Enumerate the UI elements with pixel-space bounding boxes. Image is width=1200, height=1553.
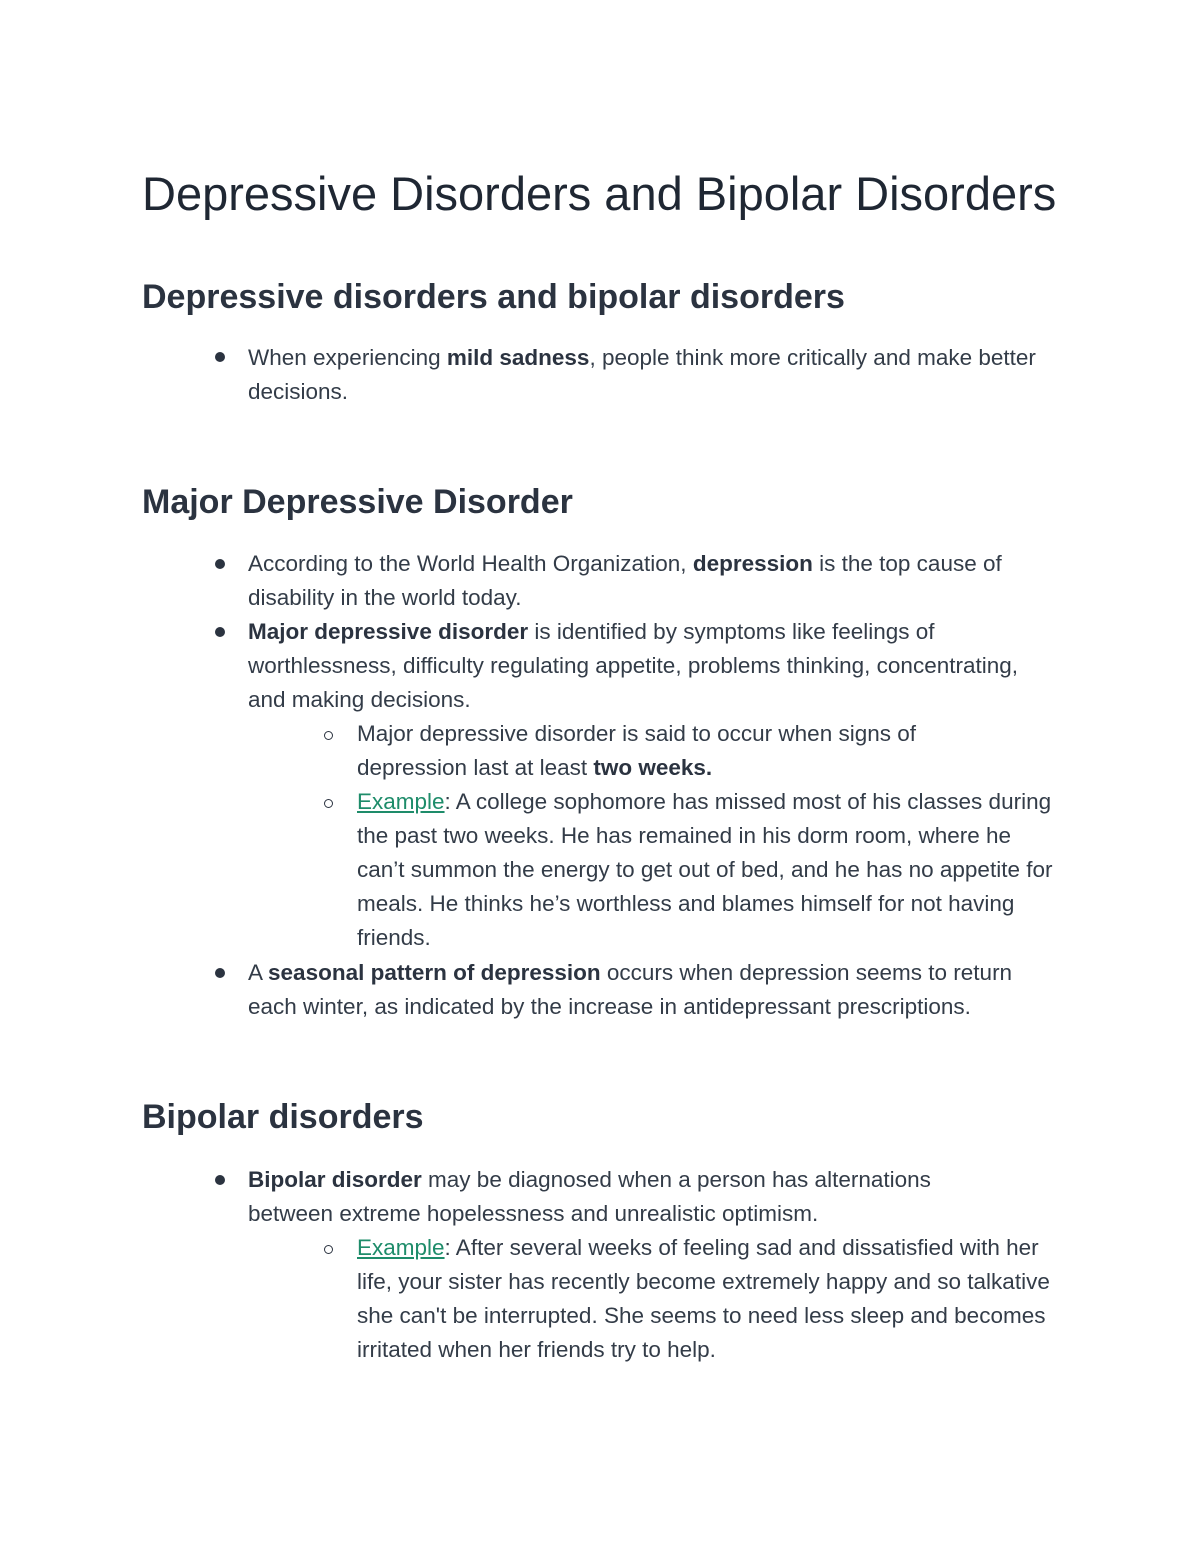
sub-list-item: [357, 785, 1057, 955]
list-item: [248, 547, 1078, 615]
item-text: , people think more critically and make better decisions.: [248, 345, 1036, 404]
section-heading: Depressive disorders and bipolar disorders: [142, 278, 845, 316]
section-heading: Major Depressive Disorder: [142, 483, 573, 521]
item-text: When experiencing: [248, 345, 447, 370]
bullet-icon: [215, 559, 225, 569]
bullet-icon: [215, 1175, 225, 1185]
sub-bullet-icon: [324, 799, 333, 808]
item-bold-term: mild sadness: [446, 345, 590, 370]
example-link[interactable]: Example: [357, 1235, 445, 1260]
list-item: [248, 1163, 1008, 1231]
list-item: [248, 956, 1063, 1024]
bullet-icon: [215, 352, 225, 362]
example-link[interactable]: Example: [357, 789, 445, 814]
section-heading: Bipolar disorders: [142, 1098, 424, 1136]
sub-list-item: [357, 717, 987, 785]
item-text: is identified by symptoms like feelings of worthlessness, difficulty regulating appetite, problems thinking, concentrating, and making decisions.: [248, 619, 1019, 712]
sub-bullet-icon: [324, 731, 333, 740]
bullet-icon: [215, 627, 225, 637]
list-item: [248, 341, 1078, 409]
item-text: : After several weeks of feeling sad and dissatisfied with her life, your sister has recently become extremely happy and so talkative she can't be interrupted. She seems to need less sleep and becomes irritated when her friends try to help.: [357, 1235, 1050, 1362]
item-text: occurs when depression seems to return each winter, as indicated by the increase in antidepressant prescriptions.: [248, 960, 1013, 1019]
sub-list-item: [357, 1231, 1057, 1367]
item-bold-term: two weeks.: [593, 755, 713, 780]
list-item: [248, 615, 1028, 717]
item-text: According to the World Health Organization,: [248, 551, 693, 576]
item-text: : A college sophomore has missed most of his classes during the past two weeks. He has remained in his dorm room, where he can’t summon the energy to get out of bed, and he has no appetite for meals. He thinks he’s worthless and blames himself for not having friends.: [357, 789, 1053, 950]
sub-bullet-icon: [324, 1245, 333, 1254]
item-bold-term: seasonal pattern of depression: [268, 960, 601, 985]
item-text: Major depressive disorder is said to occur when signs of depression last at least: [357, 721, 917, 780]
item-bold-term: depression: [692, 551, 813, 576]
document-title: Depressive Disorders and Bipolar Disorders: [142, 167, 1057, 220]
item-bold-term: Major depressive disorder: [248, 619, 529, 644]
bullet-icon: [215, 968, 225, 978]
item-bold-term: Bipolar disorder: [248, 1167, 422, 1192]
item-text: A: [248, 960, 269, 985]
item-text: may be diagnosed when a person has alternations between extreme hopelessness and unrealistic optimism.: [248, 1167, 931, 1226]
item-text: is the top cause of disability in the world today.: [248, 551, 1002, 610]
